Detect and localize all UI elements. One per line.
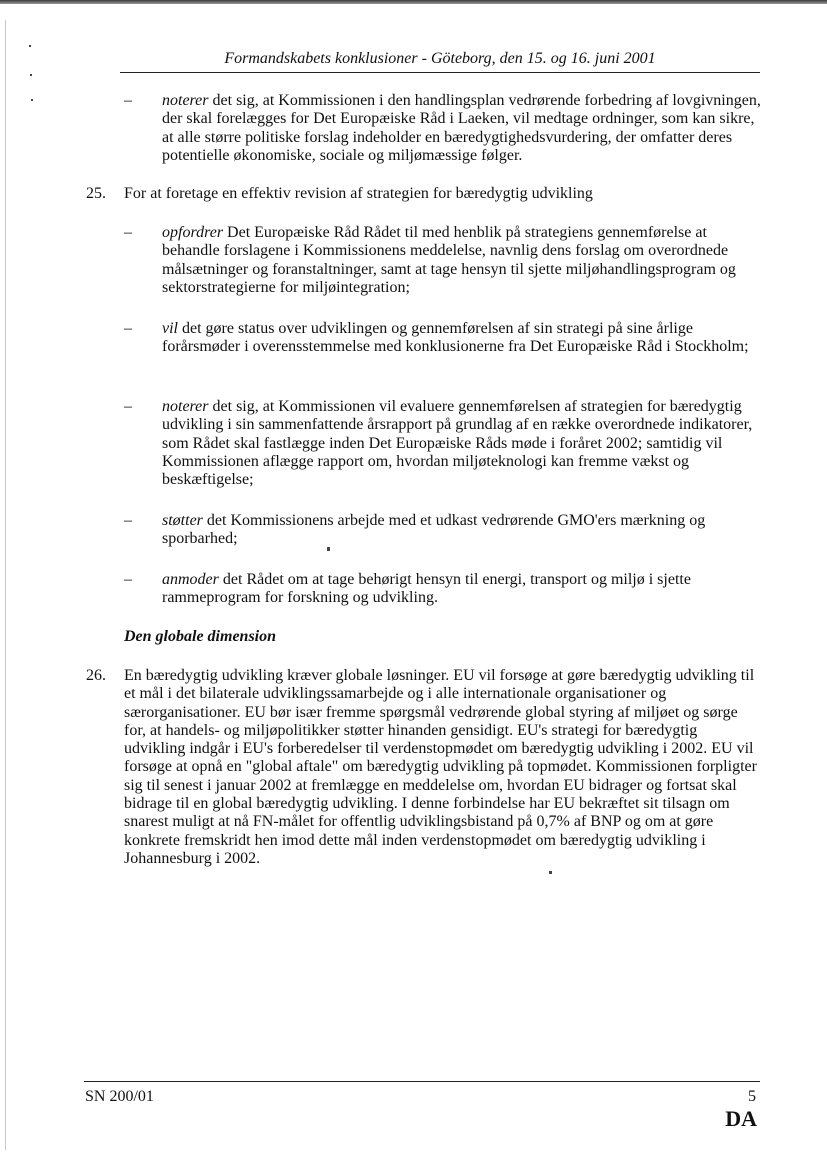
scan-speck bbox=[31, 99, 33, 101]
item-text: det Kommissionens arbejde med et udkast vedrørende GMO'ers mærkning og sporbarhed; bbox=[162, 512, 706, 548]
list-dash: – bbox=[124, 512, 132, 529]
footer-rule bbox=[84, 1081, 760, 1082]
page-number: 5 bbox=[748, 1088, 756, 1105]
list-dash: – bbox=[124, 320, 132, 337]
item-verb: støtter bbox=[162, 512, 203, 529]
item-text: det sig, at Kommissionen i den handlingsplan vedrørende forbedring af lovgivningen, der skal forelægges for Det Europæiske Råd i Laeken, vil medtage ordninger, som kan sikre, at alle større politiske forslag indeholder en bæredygtighedsvurdering, der omfatter deres potentielle økonomiske, sociale og miljømæssige følger. bbox=[162, 92, 761, 164]
item-verb: noterer bbox=[162, 398, 209, 415]
language-code: DA bbox=[725, 1106, 757, 1131]
list-item bbox=[162, 320, 762, 357]
list-dash: – bbox=[124, 224, 132, 241]
item-text: Det Europæiske Råd Rådet til med henblik på strategiens gennemførelse at behandle forslagene i Kommissionens meddelelse, navnlig dens forslag om overordnede målsætninger og foranstaltninger, samt at tage hensyn til sjette miljøhandlingsprogram og sektorstrategierne for miljøintegration; bbox=[162, 224, 736, 296]
item-verb: opfordrer bbox=[162, 224, 224, 241]
item-text: det sig, at Kommissionen vil evaluere gennemførelsen af strategien for bæredygtig udvikling i sin sammenfattende årsrapport på grundlag af en række overordnede indikatorer, som Rådet skal fastlægge inden Det Europæiske Råds møde i foråret 2002; samtidig vil Kommissionen aflægge rapport om, hvordan miljøteknologi kan fremme vækst og beskæftigelse; bbox=[162, 398, 753, 489]
scan-speck bbox=[549, 871, 552, 874]
list-item bbox=[162, 92, 762, 165]
list-dash: – bbox=[124, 398, 132, 415]
paragraph-number: 25. bbox=[86, 185, 106, 202]
running-header: Formandskabets konklusioner - Göteborg, den 15. og 16. juni 2001 bbox=[224, 50, 656, 67]
page-left-edge bbox=[5, 20, 6, 1150]
paragraph-number: 26. bbox=[86, 667, 106, 684]
list-dash: – bbox=[124, 92, 132, 109]
scan-speck bbox=[29, 45, 31, 47]
paragraph-text: For at foretage en effektiv revision af strategien for bæredygtig udvikling bbox=[124, 185, 593, 202]
list-item bbox=[162, 512, 762, 549]
item-verb: anmoder bbox=[162, 571, 219, 588]
item-text: det gøre status over udviklingen og gennemførelsen af sin strategi på sine årlige forårsmøder i overensstemmelse med konklusionerne fra Det Europæiske Råd i Stockholm; bbox=[162, 320, 749, 356]
scan-speck bbox=[30, 74, 32, 76]
list-item bbox=[162, 571, 762, 608]
list-dash: – bbox=[124, 571, 132, 588]
item-verb: noterer bbox=[162, 92, 209, 109]
list-item bbox=[162, 224, 762, 297]
scan-edge bbox=[0, 0, 827, 4]
header-rule bbox=[120, 72, 760, 73]
section-heading: Den globale dimension bbox=[124, 628, 277, 645]
item-text: det Rådet om at tage behørigt hensyn til energi, transport og miljø i sjette rammeprogram for forskning og udvikling. bbox=[162, 571, 691, 607]
item-verb: vil bbox=[162, 320, 178, 337]
document-code: SN 200/01 bbox=[85, 1088, 154, 1105]
list-item bbox=[162, 398, 762, 489]
paragraph-text: En bæredygtig udvikling kræver globale løsninger. EU vil forsøge at gøre bæredygtig udvikling til et mål i det bilaterale udviklingssamarbejde og i alle internationale organisationer og særorganisationer. EU bør især fremme spørgsmål vedrørende global styring af miljøet og sørge for, at handels- og miljøpolitikker støtter hinanden gensidigt. EU's strategi for bæredygtig udvikling indgår i EU's forberedelser til verdenstopmødet om bæredygtig udvikling i 2002. EU vil forsøge at opnå en "global aftale" om bæredygtig udvikling på topmødet. Kommissionen forpligter sig til senest i januar 2002 at fremlægge en meddelelse om, hvordan EU bidrager og fortsat skal bidrage til en global bæredygtig udvikling. I denne forbindelse har EU bekræftet sit tilsagn om snarest muligt at nå FN-målet for offentlig udviklingsbistand på 0,7% af BNP og om at gøre konkrete fremskridt hen imod dette mål inden verdenstopmødet om bæredygtig udvikling i Johannesburg i 2002. bbox=[124, 667, 757, 867]
